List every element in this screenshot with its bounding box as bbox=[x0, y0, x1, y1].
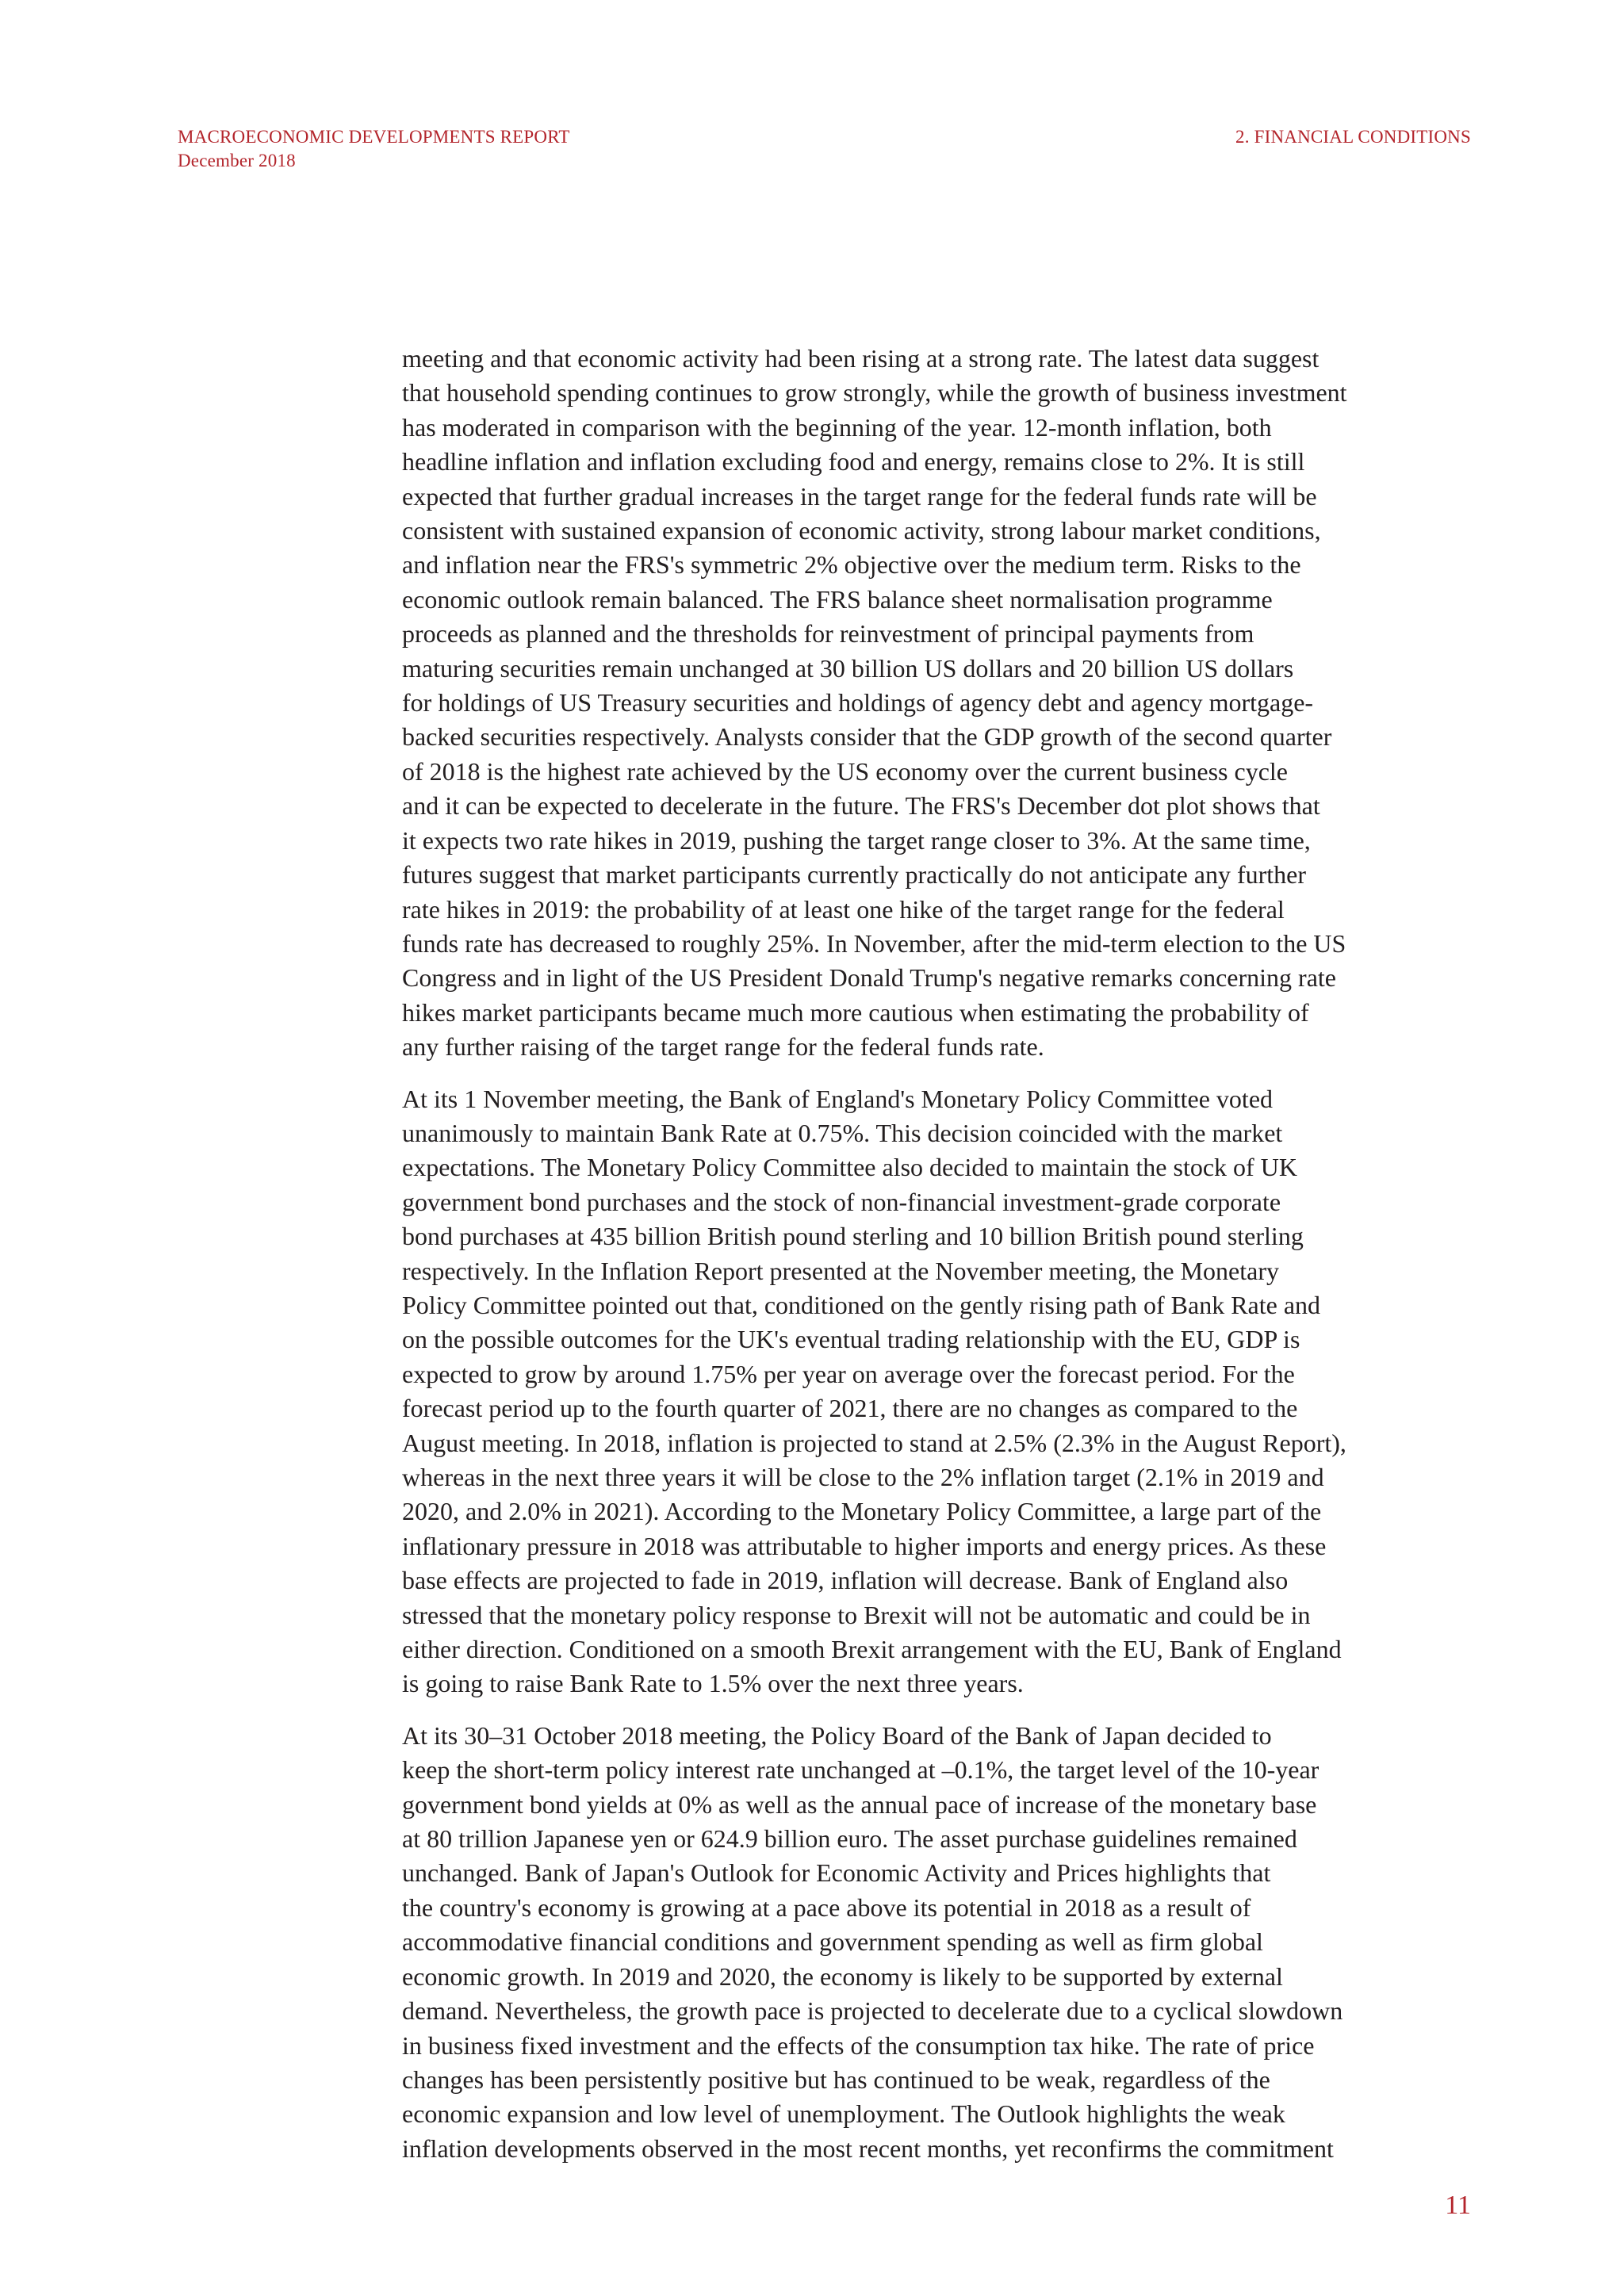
running-header-left bbox=[178, 125, 570, 173]
paragraph-line: and inflation near the FRS's symmetric 2% objective over the medium term. Risks to the bbox=[402, 550, 1301, 580]
paragraph-line: inflationary pressure in 2018 was attributable to higher imports and energy prices. As these bbox=[402, 1531, 1327, 1560]
paragraph-line: hikes market participants became much more cautious when estimating the probability of bbox=[402, 997, 1309, 1027]
paragraph-line: that household spending continues to grow strongly, while the growth of business investment bbox=[402, 378, 1347, 408]
paragraph-line: expected that further gradual increases in the target range for the federal funds rate will be bbox=[402, 481, 1317, 511]
paragraph-line: futures suggest that market participants currently practically do not anticipate any further bbox=[402, 860, 1307, 890]
report-date: December 2018 bbox=[178, 151, 296, 170]
paragraph-line: August meeting. In 2018, inflation is projected to stand at 2.5% (2.3% in the August Report), bbox=[402, 1428, 1346, 1457]
paragraph-line: it expects two rate hikes in 2019, pushing the target range closer to 3%. At the same time, bbox=[402, 825, 1311, 855]
body-paragraph bbox=[402, 1719, 1471, 2166]
paragraph-line: backed securities respectively. Analysts consider that the GDP growth of the second quarter bbox=[402, 722, 1332, 752]
paragraph-line: at 80 trillion Japanese yen or 624.9 billion euro. The asset purchase guidelines remained bbox=[402, 1824, 1297, 1854]
paragraph-line: At its 1 November meeting, the Bank of England's Monetary Policy Committee voted bbox=[402, 1084, 1274, 1113]
paragraph-line: and it can be expected to decelerate in the future. The FRS's December dot plot shows that bbox=[402, 791, 1320, 821]
paragraph-line: Policy Committee pointed out that, conditioned on the gently rising path of Bank Rate and bbox=[402, 1290, 1321, 1319]
paragraph-line: government bond yields at 0% as well as the annual pace of increase of the monetary base bbox=[402, 1789, 1317, 1819]
paragraph-line: funds rate has decreased to roughly 25%. In November, after the mid-term election to the US bbox=[402, 928, 1346, 958]
paragraph-line: economic growth. In 2019 and 2020, the economy is likely to be supported by external bbox=[402, 1961, 1283, 1991]
paragraph-line: accommodative financial conditions and government spending as well as firm global bbox=[402, 1927, 1263, 1957]
paragraph-line: is going to raise Bank Rate to 1.5% over the next three years. bbox=[402, 1669, 1024, 1698]
paragraph-line: unchanged. Bank of Japan's Outlook for Economic Activity and Prices highlights that bbox=[402, 1858, 1271, 1888]
paragraph-line: Congress and in light of the US President Donald Trump's negative remarks concerning rate bbox=[402, 963, 1336, 993]
paragraph-line: in business fixed investment and the effects of the consumption tax hike. The rate of price bbox=[402, 2030, 1315, 2060]
paragraph-line: rate hikes in 2019: the probability of at least one hike of the target range for the federal bbox=[402, 894, 1285, 924]
paragraph-line: the country's economy is growing at a pace above its potential in 2018 as a result of bbox=[402, 1892, 1251, 1922]
body-paragraph bbox=[402, 342, 1471, 1065]
paragraph-line: any further raising of the target range for the federal funds rate. bbox=[402, 1032, 1044, 1062]
paragraph-line: headline inflation and inflation excluding food and energy, remains close to 2%. It is still bbox=[402, 447, 1305, 476]
body-paragraph bbox=[402, 1082, 1471, 1701]
page-number: 11 bbox=[1445, 2191, 1471, 2220]
paragraph-line: consistent with sustained expansion of economic activity, strong labour market conditions, bbox=[402, 516, 1321, 545]
paragraph-line: maturing securities remain unchanged at 30 billion US dollars and 20 billion US dollars bbox=[402, 653, 1294, 683]
paragraph-line: base effects are projected to fade in 2019, inflation will decrease. Bank of England also bbox=[402, 1566, 1289, 1595]
paragraph-line: government bond purchases and the stock of non-financial investment-grade corporate bbox=[402, 1187, 1281, 1216]
paragraph-line: economic expansion and low level of unemployment. The Outlook highlights the weak bbox=[402, 2099, 1285, 2129]
paragraph-line: changes has been persistently positive but has continued to be weak, regardless of the bbox=[402, 2064, 1270, 2094]
paragraph-line: proceeds as planned and the thresholds for reinvestment of principal payments from bbox=[402, 619, 1254, 649]
paragraph-line: At its 30–31 October 2018 meeting, the Policy Board of the Bank of Japan decided to bbox=[402, 1720, 1272, 1750]
paragraph-line: economic outlook remain balanced. The FRS balance sheet normalisation programme bbox=[402, 584, 1273, 614]
body-text bbox=[402, 342, 1471, 2183]
running-header-right bbox=[1235, 125, 1471, 149]
paragraph-line: whereas in the next three years it will be close to the 2% inflation target (2.1% in 2019 and bbox=[402, 1463, 1324, 1491]
paragraph-line: on the possible outcomes for the UK's eventual trading relationship with the EU, GDP is bbox=[402, 1325, 1300, 1354]
paragraph-line: has moderated in comparison with the beginning of the year. 12-month inflation, both bbox=[402, 412, 1272, 442]
paragraph-line: inflation developments observed in the most recent months, yet reconfirms the commitment bbox=[402, 2133, 1334, 2163]
paragraph-line: forecast period up to the fourth quarter of 2021, there are no changes as compared to the bbox=[402, 1394, 1298, 1423]
paragraph-line: expected to grow by around 1.75% per year on average over the forecast period. For the bbox=[402, 1359, 1295, 1388]
paragraph-line: meeting and that economic activity had been rising at a strong rate. The latest data suggest bbox=[402, 344, 1320, 373]
paragraph-line: respectively. In the Inflation Report presented at the November meeting, the Monetary bbox=[402, 1256, 1279, 1285]
paragraph-line: bond purchases at 435 billion British pound sterling and 10 billion British pound sterling bbox=[402, 1222, 1304, 1251]
section-title: 2. FINANCIAL CONDITIONS bbox=[1235, 127, 1471, 147]
paragraph-line: stressed that the monetary policy response to Brexit will not be automatic and could be in bbox=[402, 1600, 1311, 1629]
report-title: MACROECONOMIC DEVELOPMENTS REPORT bbox=[178, 127, 570, 147]
paragraph-line: expectations. The Monetary Policy Committee also decided to maintain the stock of UK bbox=[402, 1153, 1297, 1182]
paragraph-line: keep the short-term policy interest rate unchanged at –0.1%, the target level of the 10-year bbox=[402, 1755, 1320, 1785]
paragraph-line: 2020, and 2.0% in 2021). According to the Monetary Policy Committee, a large part of the bbox=[402, 1497, 1322, 1526]
paragraph-line: either direction. Conditioned on a smooth Brexit arrangement with the EU, Bank of England bbox=[402, 1635, 1342, 1664]
paragraph-line: unanimously to maintain Bank Rate at 0.75%. This decision coincided with the market bbox=[402, 1118, 1283, 1147]
paragraph-line: demand. Nevertheless, the growth pace is projected to decelerate due to a cyclical slowdown bbox=[402, 1996, 1343, 2026]
paragraph-line: for holdings of US Treasury securities and holdings of agency debt and agency mortgage- bbox=[402, 688, 1314, 718]
paragraph-line: of 2018 is the highest rate achieved by the US economy over the current business cycle bbox=[402, 756, 1288, 786]
